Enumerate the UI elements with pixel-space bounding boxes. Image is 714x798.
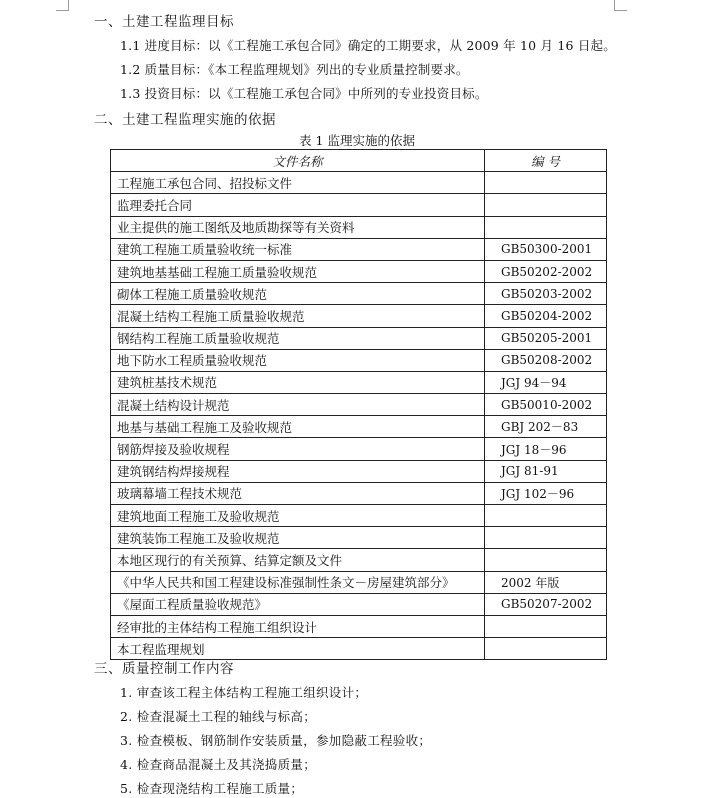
cell-code bbox=[485, 172, 607, 194]
cell-code: JGJ 18－96 bbox=[485, 438, 607, 460]
table-row bbox=[111, 394, 607, 416]
section3-item-1: 1. 审查该工程主体结构工程施工组织设计； bbox=[120, 685, 368, 700]
section3-item-2: 2. 检查混凝土工程的轴线与标高； bbox=[120, 709, 317, 724]
cell-file-name: 经审批的主体结构工程施工组织设计 bbox=[111, 615, 485, 637]
cell-code bbox=[485, 527, 607, 549]
cell-file-name: 钢筋焊接及验收规程 bbox=[111, 438, 485, 460]
cell-code: GB50010-2002 bbox=[485, 394, 607, 416]
table-row bbox=[111, 571, 607, 593]
basis-table bbox=[110, 149, 607, 660]
section3-item-4: 4. 检查商品混凝土及其浇捣质量； bbox=[120, 757, 317, 772]
cell-code bbox=[485, 638, 607, 660]
table-row bbox=[111, 593, 607, 615]
cell-code: GB50205-2001 bbox=[485, 327, 607, 349]
section3-heading: 三、质量控制工作内容 bbox=[94, 661, 234, 677]
table-row bbox=[111, 327, 607, 349]
cell-code: GB50203-2002 bbox=[485, 283, 607, 305]
section1-item-2: 1.2 质量目标：《本工程监理规划》列出的专业质量控制要求。 bbox=[120, 62, 469, 77]
crop-mark-right bbox=[614, 0, 627, 11]
cell-file-name: 建筑地基基础工程施工质量验收规范 bbox=[111, 260, 485, 282]
cell-file-name: 建筑桩基技术规范 bbox=[111, 371, 485, 393]
cell-code: JGJ 102－96 bbox=[485, 482, 607, 504]
cell-code bbox=[485, 216, 607, 238]
table-row bbox=[111, 615, 607, 637]
cell-file-name: 工程施工承包合同、招投标文件 bbox=[111, 172, 485, 194]
table-row bbox=[111, 505, 607, 527]
table-row bbox=[111, 260, 607, 282]
cell-file-name: 地下防水工程质量验收规范 bbox=[111, 349, 485, 371]
cell-file-name: 钢结构工程施工质量验收规范 bbox=[111, 327, 485, 349]
cell-file-name: 监理委托合同 bbox=[111, 194, 485, 216]
section1-item-1: 1.1 进度目标：以《工程施工承包合同》确定的工期要求，从 2009 年 10 月 16 日起。 bbox=[120, 38, 616, 53]
table-row bbox=[111, 416, 607, 438]
table-row bbox=[111, 194, 607, 216]
table-row bbox=[111, 438, 607, 460]
table-row bbox=[111, 305, 607, 327]
cell-file-name: 混凝土结构设计规范 bbox=[111, 394, 485, 416]
table-body bbox=[111, 172, 607, 660]
table-row bbox=[111, 172, 607, 194]
cell-file-name: 本工程监理规划 bbox=[111, 638, 485, 660]
cell-file-name: 建筑装饰工程施工及验收规范 bbox=[111, 527, 485, 549]
table-row bbox=[111, 238, 607, 260]
table-row bbox=[111, 371, 607, 393]
section2-heading: 二、土建工程监理实施的依据 bbox=[94, 112, 276, 128]
table-row bbox=[111, 527, 607, 549]
cell-file-name: 《屋面工程质量验收规范》 bbox=[111, 593, 485, 615]
cell-code: GB50204-2002 bbox=[485, 305, 607, 327]
cell-code bbox=[485, 549, 607, 571]
cell-file-name: 混凝土结构工程施工质量验收规范 bbox=[111, 305, 485, 327]
cell-code: GB50300-2001 bbox=[485, 238, 607, 260]
cell-code: JGJ 81-91 bbox=[485, 460, 607, 482]
cell-code bbox=[485, 505, 607, 527]
cell-file-name: 建筑地面工程施工及验收规范 bbox=[111, 505, 485, 527]
cell-file-name: 《中华人民共和国工程建设标准强制性条文－房屋建筑部分》 bbox=[111, 571, 485, 593]
table-row bbox=[111, 216, 607, 238]
header-file-name: 文件名称 bbox=[111, 150, 485, 172]
section1-item-3: 1.3 投资目标：以《工程施工承包合同》中所列的专业投资目标。 bbox=[120, 86, 488, 101]
cell-file-name: 建筑工程施工质量验收统一标准 bbox=[111, 238, 485, 260]
table-caption: 表 1 监理实施的依据 bbox=[299, 133, 415, 148]
cell-code bbox=[485, 615, 607, 637]
cell-file-name: 建筑钢结构焊接规程 bbox=[111, 460, 485, 482]
cell-file-name: 玻璃幕墙工程技术规范 bbox=[111, 482, 485, 504]
cell-code bbox=[485, 194, 607, 216]
cell-file-name: 砌体工程施工质量验收规范 bbox=[111, 283, 485, 305]
cell-code: GB50208-2002 bbox=[485, 349, 607, 371]
cell-code: GB50202-2002 bbox=[485, 260, 607, 282]
cell-file-name: 本地区现行的有关预算、结算定额及文件 bbox=[111, 549, 485, 571]
table-row bbox=[111, 349, 607, 371]
section3-item-5: 5. 检查现浇结构工程施工质量； bbox=[120, 781, 304, 796]
cell-code: JGJ 94－94 bbox=[485, 371, 607, 393]
section1-heading: 一、土建工程监理目标 bbox=[94, 14, 234, 30]
crop-mark-left bbox=[56, 0, 69, 11]
cell-file-name: 地基与基础工程施工及验收规范 bbox=[111, 416, 485, 438]
cell-code: 2002 年版 bbox=[485, 571, 607, 593]
header-code: 编 号 bbox=[485, 150, 607, 172]
section3-item-3: 3. 检查模板、钢筋制作安装质量，参加隐蔽工程验收； bbox=[120, 733, 432, 748]
table-row bbox=[111, 460, 607, 482]
table-row bbox=[111, 549, 607, 571]
table-row bbox=[111, 283, 607, 305]
cell-code: GBJ 202－83 bbox=[485, 416, 607, 438]
table-row bbox=[111, 482, 607, 504]
table-header-row bbox=[111, 150, 607, 172]
cell-code: GB50207-2002 bbox=[485, 593, 607, 615]
cell-file-name: 业主提供的施工图纸及地质勘探等有关资料 bbox=[111, 216, 485, 238]
